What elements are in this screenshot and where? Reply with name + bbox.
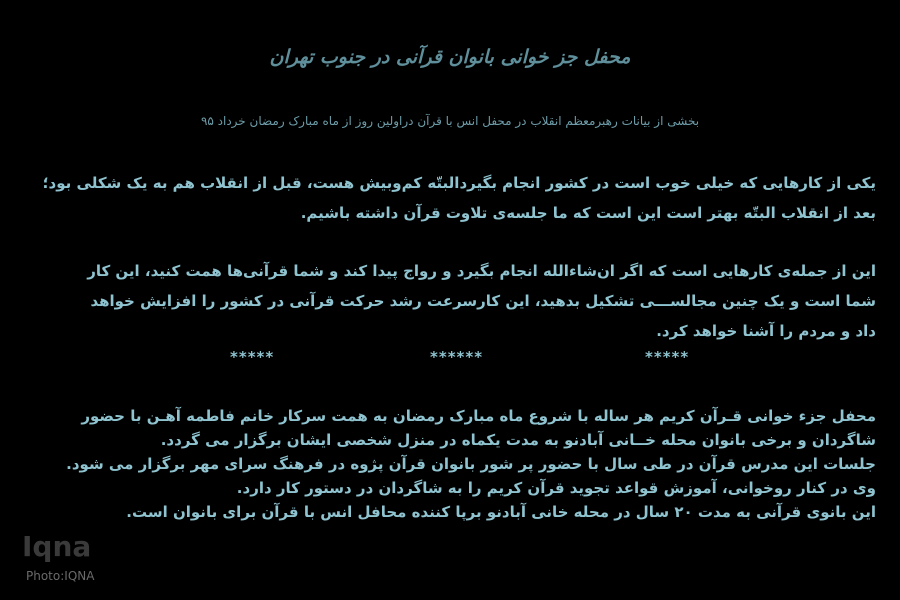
- paragraph-line: داد و مردم را آشنا خواهد کرد.: [656, 322, 876, 340]
- paragraph-line: جلسات این مدرس قرآن در طی سال با حضور پر شور بانوان قرآن پژوه در فرهنگ سرای مهر برگزار می شود.: [66, 455, 876, 473]
- paragraph-line: این بانوی قرآنی به مدت ۲۰ سال در محله خانی آبادنو برپا کننده محافل انس با قرآن برای بانوان است.: [126, 503, 876, 521]
- document-subtitle: بخشی از بیانات رهبرمعظم انقلاب در محفل انس با قرآن دراولین روز از ماه مبارک رمضان خرداد ۹۵: [200, 114, 700, 128]
- paragraph-line: این از جمله‌ی کارهایی است که اگر ان‌شاءالله انجام بگیرد و رواج پیدا کند و شما قرآنی‌ها همت کنید، این کار: [87, 262, 876, 280]
- photo-credit: Photo:IQNA: [26, 569, 95, 583]
- separator-stars: *****: [645, 348, 690, 366]
- paragraph-line: یکی از کارهایی که خیلی خوب است در کشور انجام بگیردالبتّه کم‌وبیش هست، قبل از انقلاب هم به یک شکلی بود؛: [42, 174, 876, 192]
- iqna-logo-text: Iqna: [22, 530, 92, 563]
- paragraph-line: محفل جزء خوانی قـرآن کریم هر ساله با شروع ماه مبارک رمضان به همت سرکار خانم فاطمه آهـن با حضور: [81, 407, 876, 425]
- paragraph-leader-quote-2: [38, 256, 876, 346]
- paragraph-line: شما است و یک چنین مجالســـی تشکیل بدهید، این کارسرعت رشد حرکت قرآنی در کشور را افزایش خواهد: [90, 292, 876, 310]
- paragraph-line: شاگردان و برخی بانوان محله خــانی آبادنو به مدت یکماه در منزل شخصی ایشان برگزار می گردد.: [160, 431, 876, 449]
- separator-stars: ******: [430, 348, 484, 366]
- separator-stars: *****: [230, 348, 275, 366]
- paragraph-line: وی در کنار روخوانی، آموزش قواعد تجوید قرآن کریم را به شاگردان در دستور کار دارد.: [236, 479, 876, 497]
- paragraph-event-description: [38, 404, 876, 524]
- paragraph-line: بعد از انقلاب البتّه بهتر است این است که ما جلسه‌ی تلاوت قرآن داشته باشیم.: [300, 204, 876, 222]
- document-title: محفل جز خوانی بانوان قرآنی در جنوب تهران: [269, 46, 631, 68]
- iqna-logo: [20, 528, 100, 564]
- paragraph-leader-quote-1: [38, 168, 876, 228]
